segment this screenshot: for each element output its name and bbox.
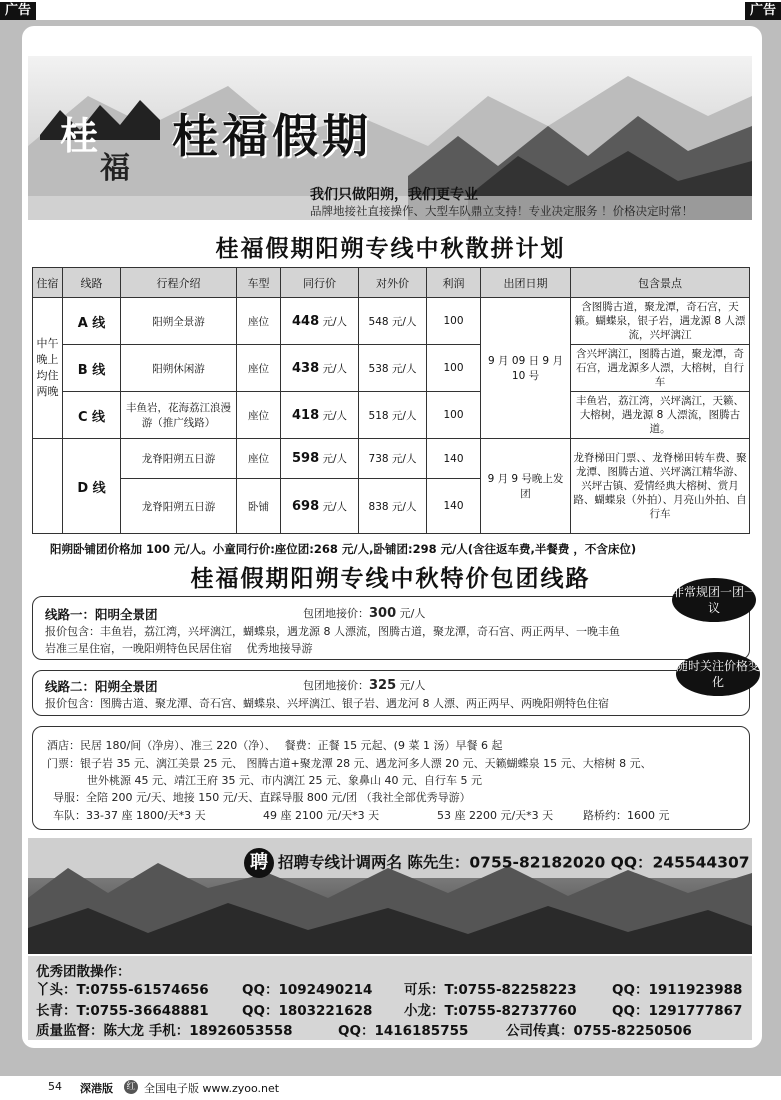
peer-price	[281, 479, 359, 534]
brand-logo	[40, 95, 160, 185]
contact-qq: QQ：1803221628	[242, 1003, 373, 1019]
vehicle-type: 卧铺	[237, 479, 281, 534]
contacts-title: 优秀团散操作：	[36, 964, 131, 980]
price-unit: 元/人	[322, 409, 348, 422]
col-header: 包含景点	[571, 268, 750, 298]
contact-phone: 长青：T:0755-36648881	[36, 1003, 209, 1019]
edition-mark	[124, 1080, 138, 1094]
route-two-include: 报价包含：图腾古道、聚龙潭、奇石宫、蝴蝶泉、兴坪漓江、银子岩、遇龙河 8 人漂、两正两早、两晚阳朔特色住宿	[45, 697, 609, 710]
peer-price-value: 438	[291, 360, 320, 376]
edition-mark-icon: 红	[124, 1080, 138, 1094]
col-header: 车型	[237, 268, 281, 298]
public-price: 538 元/人	[359, 345, 427, 392]
price-unit: 元/人	[322, 362, 348, 375]
public-price: 548 元/人	[359, 298, 427, 345]
route-one-name: 线路一：阳明全景团	[45, 607, 158, 622]
included-spots: 龙脊梯田门票、、龙脊梯田转车费、聚龙潭、图腾古道、兴坪漓江精华游、兴坪古镇、爱情经典大榕树、赏月路、蝴蝶泉（外拍）、月亮山外拍、自行车	[571, 439, 750, 534]
quality-supervisor: 质量监督：陈大龙 手机：18926053558	[36, 1023, 293, 1039]
route-name: C 线	[63, 392, 121, 439]
table-row	[33, 392, 750, 439]
route-two-price	[303, 677, 425, 693]
table-header-row	[33, 268, 750, 298]
recruit-banner	[244, 848, 750, 878]
info-fleet-2: 49 座 2100 元/天*3 天	[263, 809, 380, 822]
public-price: 838 元/人	[359, 479, 427, 534]
brand-name: 桂福假期	[172, 109, 372, 163]
pricing-info-box	[32, 726, 750, 830]
profit: 100	[427, 392, 481, 439]
section-title-scattered: 桂福假期阳朔专线中秋散拼计划	[215, 236, 566, 262]
info-toll: 路桥约：1600 元	[583, 809, 670, 822]
route-intro: 龙脊阳朔五日游	[121, 479, 237, 534]
price-unit: 元/人	[322, 315, 348, 328]
public-price: 518 元/人	[359, 392, 427, 439]
itinerary-table	[32, 267, 750, 534]
logo-char-gui: 桂	[60, 114, 99, 158]
route-intro: 龙脊阳朔五日游	[121, 439, 237, 479]
vehicle-type: 座位	[237, 439, 281, 479]
included-spots: 丰鱼岩，荔江湾，兴坪漓江，天籁、大榕树，遇龙源 8 人漂流，图腾古道。	[571, 392, 750, 439]
price-value: 300	[369, 606, 397, 621]
site-link[interactable]: 全国电子版 www.zyoo.net	[144, 1082, 280, 1095]
route-name: B 线	[63, 345, 121, 392]
departure-date: 9 月 09 日 9 月 10 号	[481, 298, 571, 439]
col-header: 同行价	[281, 268, 359, 298]
price-label: 包团地接价：	[303, 679, 369, 692]
route-one-include-2: 岩准三星住宿，一晚阳朔特色民居住宿 优秀地接导游	[45, 642, 313, 655]
col-header: 利润	[427, 268, 481, 298]
col-header: 对外价	[359, 268, 427, 298]
route-one-box	[32, 596, 750, 660]
route-two-name: 线路二：阳朔全景团	[45, 679, 158, 694]
peer-price-value: 448	[291, 313, 320, 329]
price-label: 包团地接价：	[303, 607, 369, 620]
section-title-group: 桂福假期阳朔专线中秋特价包团线路	[190, 566, 591, 592]
company-fax: 公司传真：0755-82250506	[506, 1023, 692, 1039]
contact-phone: 可乐：T:0755-82258223	[404, 982, 577, 998]
sub-slogan: 品牌地接社直接操作、大型车队鼎立支持！专业决定服务 ！价格决定时常！	[310, 204, 694, 218]
peer-price-value: 598	[291, 451, 320, 466]
vehicle-type: 座位	[237, 345, 281, 392]
callout-price-change: 随时关注价格变化	[676, 652, 760, 696]
included-spots: 含兴坪漓江，图腾古道，聚龙潭，奇石宫，遇龙源多人漂，大榕树，自行车	[571, 345, 750, 392]
route-name: A 线	[63, 298, 121, 345]
route-one-include: 报价包含：丰鱼岩，荔江湾，兴坪漓江，蝴蝶泉，遇龙源 8 人漂流，图腾古道，聚龙潭，奇石宫、两正两早、一晚丰鱼	[45, 625, 620, 638]
route-name: D 线	[63, 439, 121, 534]
peer-price-value: 698	[291, 498, 320, 514]
edition: 深港版	[80, 1082, 113, 1095]
contacts-panel	[28, 956, 752, 1040]
peer-price	[281, 439, 359, 479]
price-note: 阳朔卧铺团价格加 100 元/人。小童同行价:座位团:268 元/人,卧铺团:298 元/人(含往返车费,半餐费 ，不含床位)	[50, 542, 637, 556]
price-unit: 元/人	[399, 607, 426, 620]
contact-qq: QQ：1911923988	[612, 982, 743, 998]
price-value: 325	[369, 678, 397, 693]
page-number: 54	[48, 1080, 62, 1093]
price-unit: 元/人	[399, 679, 426, 692]
contact-phone: 丫头：T:0755-61574656	[36, 982, 209, 998]
info-fleet-1: 车队：33-37 座 1800/天*3 天	[53, 809, 206, 822]
contact-phone: 小龙：T:0755-82737760	[404, 1003, 577, 1019]
price-unit: 元/人	[322, 453, 348, 465]
contact-qq: QQ：1416185755	[338, 1023, 469, 1039]
table-row	[33, 439, 750, 479]
peer-price	[281, 345, 359, 392]
vehicle-type: 座位	[237, 298, 281, 345]
info-fleet-3: 53 座 2200 元/天*3 天	[437, 809, 554, 822]
departure-date: 9 月 9 号晚上发团	[481, 439, 571, 534]
col-header: 线路	[63, 268, 121, 298]
route-intro: 丰鱼岩，花海荔江浪漫游（推广线路）	[121, 392, 237, 439]
col-header: 行程介绍	[121, 268, 237, 298]
route-intro: 阳朔休闲游	[121, 345, 237, 392]
ad-label-right: 广告	[745, 2, 781, 20]
peer-price	[281, 392, 359, 439]
logo-char-fu: 福	[100, 151, 130, 186]
info-hotel: 酒店：民居 180/间（净房）、准三 220（净）、 餐费：正餐 15 元起、(9 菜 1 汤）早餐 6 起	[47, 739, 503, 752]
contact-qq: QQ：1092490214	[242, 982, 373, 998]
callout-custom-group: 非常规团一团一议	[672, 578, 756, 622]
slogan: 我们只做阳朔，我们更专业	[310, 187, 478, 203]
accommodation-cell-empty	[33, 439, 63, 534]
profit: 140	[427, 439, 481, 479]
peer-price-value: 418	[291, 407, 320, 423]
info-tickets: 门票：银子岩 35 元、漓江美景 25 元、 图腾古道+聚龙潭 28 元、遇龙河多人漂 20 元、天籁蝴蝶泉 15 元、大榕树 8 元、	[47, 757, 652, 770]
peer-price	[281, 298, 359, 345]
contact-qq: QQ：1291777867	[612, 1003, 743, 1019]
vehicle-type: 座位	[237, 392, 281, 439]
included-spots: 含图腾古道，聚龙潭，奇石宫，天籁。蝴蝶泉，银子岩，遇龙源 8 人漂流，兴坪漓江	[571, 298, 750, 345]
info-tickets-2: 世外桃源 45 元、靖江王府 35 元、市内漓江 25 元、象鼻山 40 元、自行车 5 元	[87, 774, 482, 787]
accommodation-cell: 中午晚上均住两晚	[33, 298, 63, 439]
info-guide: 导服：全陪 200 元/天、地接 150 元/天、直踩导服 800 元/团 （我社全部优秀导游）	[53, 791, 471, 804]
ad-bar	[0, 0, 781, 20]
table-row	[33, 298, 750, 345]
route-one-price	[303, 605, 425, 621]
col-header: 住宿	[33, 268, 63, 298]
col-header: 出团日期	[481, 268, 571, 298]
profit: 140	[427, 479, 481, 534]
profit: 100	[427, 298, 481, 345]
public-price: 738 元/人	[359, 439, 427, 479]
route-intro: 阳朔全景游	[121, 298, 237, 345]
route-two-box	[32, 670, 750, 716]
table-row	[33, 345, 750, 392]
recruit-icon: 聘	[244, 848, 274, 878]
price-unit: 元/人	[322, 500, 348, 513]
recruit-text: 招聘专线计调两名 陈先生：0755-82182020 QQ：245544307	[278, 853, 750, 872]
profit: 100	[427, 345, 481, 392]
ad-label-left: 广告	[0, 2, 36, 20]
